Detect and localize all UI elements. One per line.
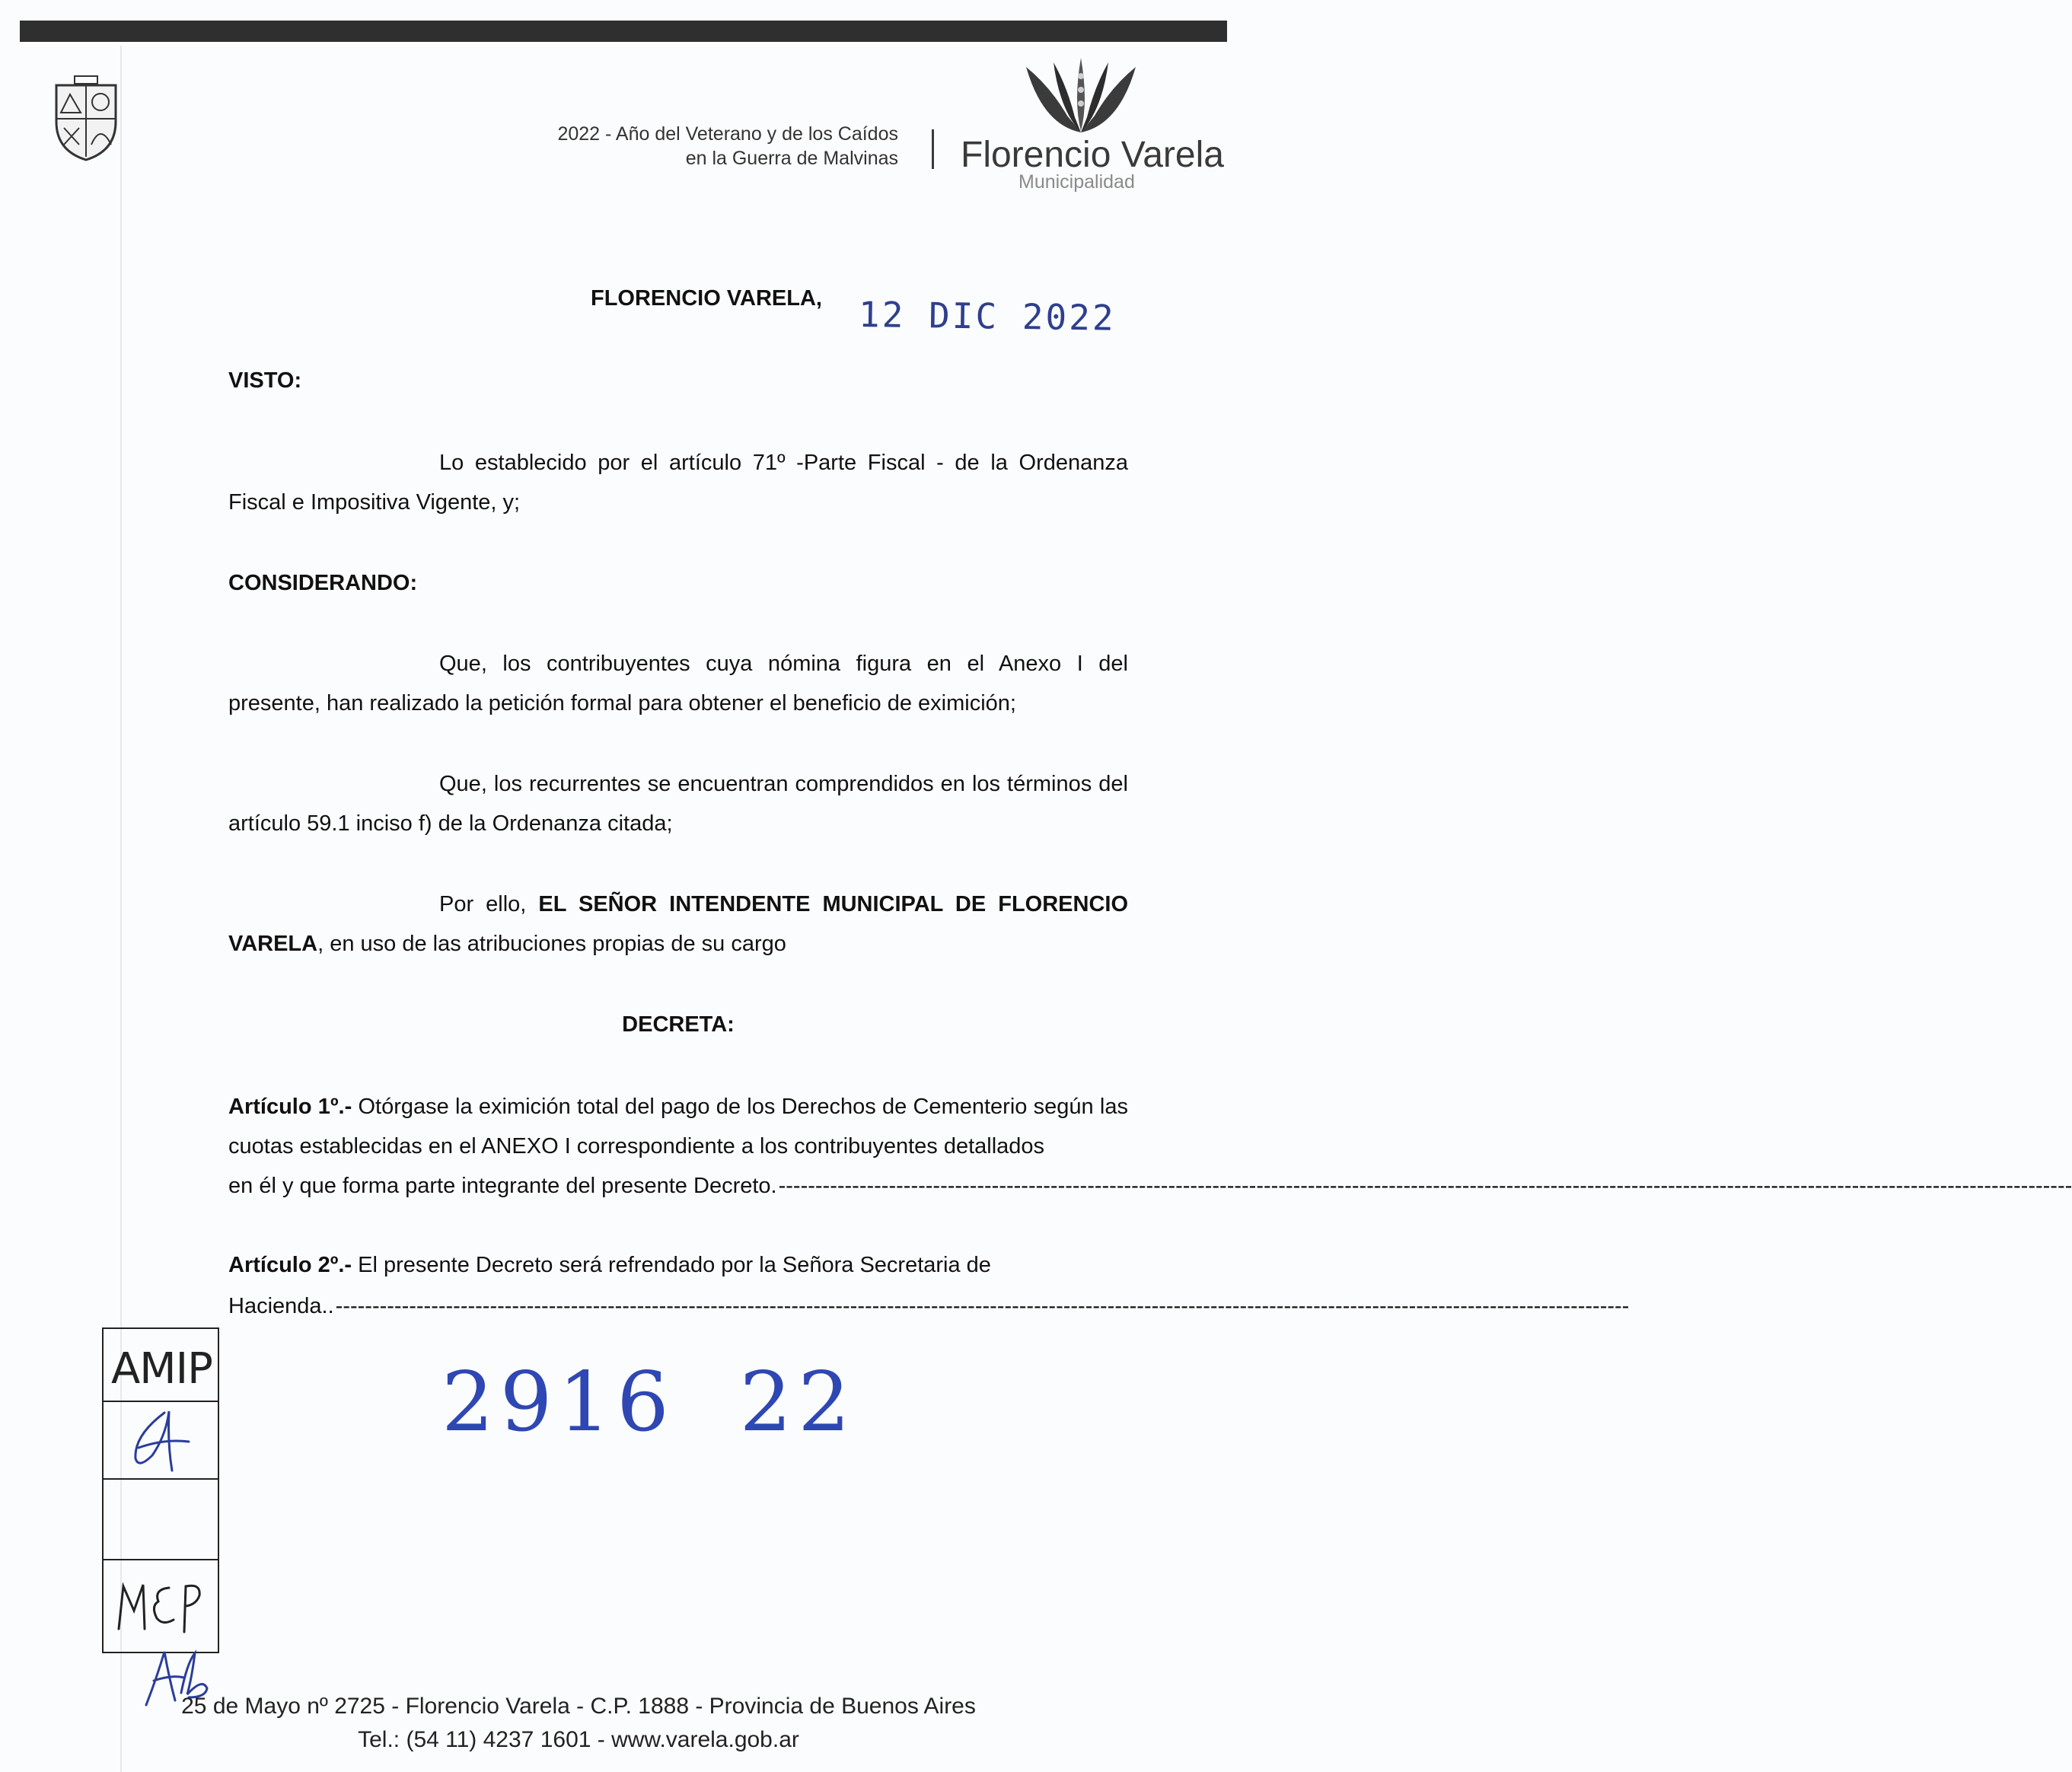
scan-top-bar <box>20 21 1227 42</box>
municipal-crest-icon <box>53 75 119 161</box>
article-1-dash-fill: -------------------------------------------------------------------------------------------------------------------------------------------------------------------------------- <box>778 1174 2072 1198</box>
initials-box <box>102 1327 219 1653</box>
article-1-label: Artículo 1º.- <box>228 1095 352 1119</box>
motto-line-2: en la Guerra de Malvinas <box>685 148 898 169</box>
decree-number-stamp: 2916 22 <box>441 1355 856 1450</box>
year-motto <box>426 122 898 171</box>
considerando-heading: CONSIDERANDO: <box>228 571 418 595</box>
article-2-closing: Hacienda.. <box>228 1294 334 1318</box>
article-1-text: Otórgase la eximición total del pago de los Derechos de Cementerio según las cuotas establecidas en el ANEXO I correspondiente a los contribuyentes detallados <box>228 1095 1128 1158</box>
header-divider <box>932 129 934 169</box>
intendente-title: EL SEÑOR INTENDENTE MUNICIPAL DE FLORENCIO VARELA <box>228 892 1128 956</box>
article-2-label: Artículo 2º.- <box>228 1253 352 1277</box>
initials-row-3 <box>104 1480 218 1560</box>
por-ello-paragraph <box>228 884 1128 964</box>
article-1-closing: en él y que forma parte integrante del presente Decreto. <box>228 1174 777 1198</box>
visto-heading: VISTO: <box>228 368 302 393</box>
florencio-varela-logo-icon <box>1020 56 1142 135</box>
article-2 <box>228 1245 1128 1285</box>
footer-address <box>152 1690 1005 1757</box>
date-stamp: 12 DIC 2022 <box>858 294 1116 339</box>
article-2-last-line <box>228 1286 1630 1326</box>
logo-subtitle: Municipalidad <box>1018 171 1135 193</box>
considerando-paragraph-1: Que, los contribuyentes cuya nómina figura en el Anexo I del presente, han realizado la petición formal para obtener el beneficio de eximición; <box>228 652 1128 715</box>
por-ello-lead: Por ello, <box>439 892 539 916</box>
initials-row-2 <box>104 1402 218 1480</box>
initials-row-4 <box>104 1560 218 1650</box>
dateline-place: FLORENCIO VARELA, <box>591 286 822 311</box>
initials-row-1 <box>104 1329 218 1402</box>
footer-contact-line: Tel.: (54 11) 4237 1601 - www.varela.gob.ar <box>358 1727 799 1752</box>
visto-paragraph: Lo establecido por el artículo 71º -Parte Fiscal - de la Ordenanza Fiscal e Impositiva Vigente, y; <box>228 451 1128 515</box>
motto-line-1: 2022 - Año del Veterano y de los Caídos <box>557 123 898 145</box>
article-2-dash-fill: -------------------------------------------------------------------------------------------------------------------------------------------------------------------------------- <box>335 1294 1630 1318</box>
handwritten-initials-mep <box>116 1576 207 1637</box>
article-1-last-line <box>228 1166 2072 1206</box>
article-2-text: El presente Decreto será refrendado por la Señora Secretaria de <box>352 1253 991 1277</box>
initials-amip: AMIP <box>111 1344 212 1394</box>
logo-name: Florencio Varela <box>961 135 1224 175</box>
handwritten-initial-a <box>119 1405 202 1475</box>
article-1 <box>228 1087 1128 1166</box>
considerando-paragraph-2: Que, los recurrentes se encuentran comprendidos en los términos del artículo 59.1 inciso f) de la Ordenanza citada; <box>228 772 1128 836</box>
footer-address-line: 25 de Mayo nº 2725 - Florencio Varela - C.P. 1888 - Provincia de Buenos Aires <box>181 1694 976 1719</box>
decreta-heading: DECRETA: <box>622 1012 735 1037</box>
por-ello-tail: , en uso de las atribuciones propias de su cargo <box>317 932 786 956</box>
